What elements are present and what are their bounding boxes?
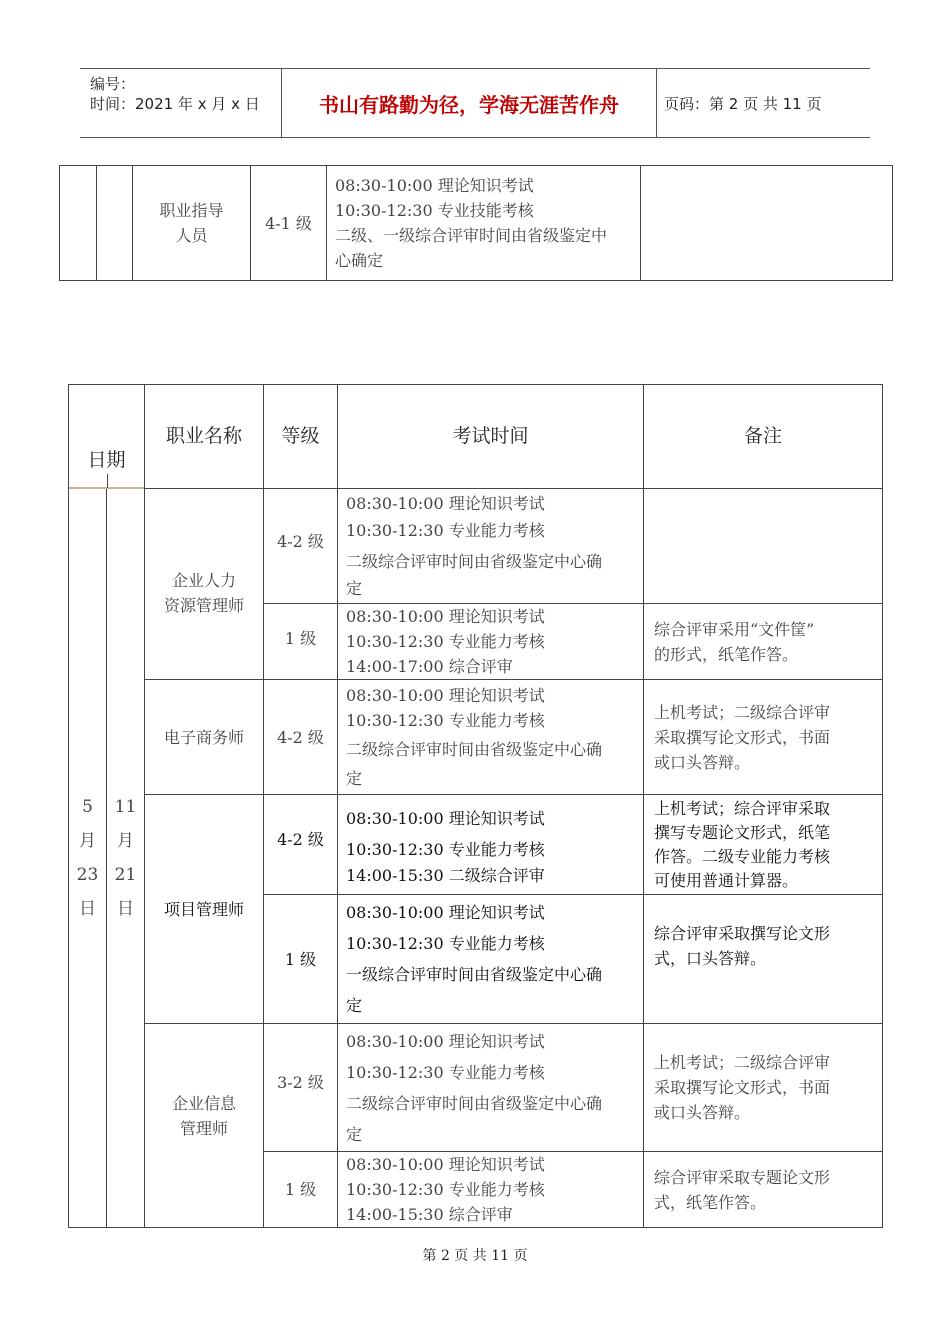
exam-time-line: 定: [346, 579, 363, 598]
note-line: 撰写专题论文形式，纸笔: [654, 822, 831, 842]
occupation-cell: [145, 1024, 264, 1228]
note-cell: [644, 680, 883, 795]
table-row: [69, 489, 883, 604]
column-header-note: 备注: [644, 385, 883, 489]
date-text: 23: [76, 864, 99, 885]
page-footer: 第 2 页 共 11 页: [422, 1248, 528, 1264]
note-line: 式，纸笔作答。: [654, 1192, 767, 1212]
header-meta: [80, 69, 280, 137]
date-text: 21: [114, 865, 137, 885]
exam-time-line: 14:00-15:30 二级综合评审: [346, 865, 545, 885]
level-cell: 1 级: [264, 604, 338, 680]
note-line: 式，口头答辩。: [654, 949, 767, 968]
note-line: 采取撰写论文形式，书面: [654, 1078, 831, 1097]
exam-time-cell: [338, 489, 644, 604]
header-divider-tick: [107, 474, 108, 488]
occupation-cell: [133, 166, 251, 281]
schedule-table-continued: [59, 165, 893, 281]
date-text: 月: [117, 831, 134, 851]
exam-time-cell: [338, 1152, 644, 1228]
table-row: [69, 680, 883, 795]
level-cell: 1 级: [264, 1152, 338, 1228]
note-line: 作答。二级专业能力考核: [654, 846, 831, 866]
occupation-name: 企业人力: [171, 571, 236, 590]
column-header-date: 日期: [87, 448, 126, 471]
page-header: [80, 68, 870, 138]
note-line: 采取撰写论文形式，书面: [654, 727, 831, 747]
level-cell: 1 级: [264, 895, 338, 1024]
table-row: [60, 166, 893, 281]
note-cell: [641, 166, 893, 281]
occupation-name: 管理师: [179, 1118, 228, 1138]
note-line: 上机考试；二级综合评审: [654, 1053, 831, 1072]
exam-time-line: 08:30-10:00 理论知识考试: [346, 1155, 545, 1174]
exam-time-line: 10:30-12:30 专业能力考核: [346, 711, 545, 730]
date-text: 5: [82, 796, 93, 817]
note-line: 综合评审采用“文件筐”: [654, 619, 815, 639]
exam-time-line: 10:30-12:30 专业能力考核: [346, 521, 545, 540]
column-header-occupation: 职业名称: [145, 385, 264, 489]
exam-time-cell: [338, 604, 644, 680]
level-cell: 4-1 级: [251, 166, 327, 281]
level-cell: 4-2 级: [264, 489, 338, 604]
note-line: 综合评审采取撰写论文形: [654, 924, 831, 943]
occupation-name: 企业信息: [171, 1093, 236, 1113]
exam-time-line: 二级综合评审时间由省级鉴定中心确: [346, 740, 603, 759]
exam-time-cell: [338, 1024, 644, 1152]
note-line: 综合评审采取专题论文形: [654, 1167, 831, 1187]
exam-time-line: 08:30-10:00 理论知识考试: [346, 607, 545, 626]
exam-time-line: 14:00-17:00 综合评审: [346, 657, 513, 676]
date-header-cell: [69, 385, 145, 489]
date-cell: [97, 166, 133, 281]
note-line: 上机考试；二级综合评审: [654, 702, 831, 722]
exam-time-line: 10:30-12:30 专业技能考核: [335, 201, 534, 220]
schedule-table: [68, 384, 883, 1228]
occupation-name: 人员: [175, 226, 208, 245]
note-line: 或口头答辩。: [654, 1103, 751, 1122]
exam-time-line: 14:00-15:30 综合评审: [346, 1205, 513, 1224]
date-cell-month-day: [107, 489, 145, 1228]
exam-time-cell: [338, 680, 644, 795]
header-divider: [656, 69, 657, 137]
exam-time-cell: [327, 166, 641, 281]
level-cell: 4-2 级: [264, 795, 338, 895]
date-text: 月: [79, 830, 96, 851]
exam-time-line: 10:30-12:30 专业能力考核: [346, 632, 545, 651]
note-cell: [644, 1152, 883, 1228]
note-cell: [644, 795, 883, 895]
exam-time-line: 二级、一级综合评审时间由省级鉴定中: [335, 226, 608, 245]
doc-time-label: 时间：2021 年 x 月 x 日: [90, 95, 260, 113]
date-cell: [60, 166, 97, 281]
exam-time-line: 08:30-10:00 理论知识考试: [346, 903, 545, 922]
exam-time-line: 08:30-10:00 理论知识考试: [346, 494, 545, 513]
doc-code-label: 编号：: [90, 75, 136, 93]
exam-time-cell: [338, 795, 644, 895]
header-motto: 书山有路勤为径，学海无涯苦作舟: [319, 92, 619, 117]
exam-time-line: 08:30-10:00 理论知识考试: [346, 686, 545, 705]
occupation-name: 职业指导: [159, 201, 224, 220]
exam-time-line: 一级综合评审时间由省级鉴定中心确: [346, 965, 603, 984]
exam-time-cell: [338, 895, 644, 1024]
exam-time-line: 二级综合评审时间由省级鉴定中心确: [346, 552, 603, 571]
date-text: 日: [79, 898, 96, 919]
table-row: [69, 1024, 883, 1152]
level-cell: 4-2 级: [264, 680, 338, 795]
note-line: 的形式，纸笔作答。: [654, 644, 799, 664]
note-line: 可使用普通计算器。: [654, 870, 799, 890]
note-cell: [644, 1024, 883, 1152]
exam-time-line: 定: [346, 769, 363, 788]
note-cell: [644, 604, 883, 680]
occupation-cell: 项目管理师: [145, 795, 264, 1024]
note-line: 上机考试；综合评审采取: [654, 798, 831, 818]
exam-time-line: 二级综合评审时间由省级鉴定中心确: [346, 1093, 603, 1113]
exam-time-line: 10:30-12:30 专业能力考核: [346, 1180, 545, 1199]
table-header-row: [69, 385, 883, 489]
date-text: 日: [117, 899, 134, 919]
exam-time-line: 08:30-10:00 理论知识考试: [335, 176, 534, 195]
exam-time-line: 08:30-10:00 理论知识考试: [346, 808, 545, 828]
level-cell: 3-2 级: [264, 1024, 338, 1152]
column-header-level: 等级: [264, 385, 338, 489]
exam-time-line: 08:30-10:00 理论知识考试: [346, 1031, 545, 1051]
header-page-number: 页码：第 2 页 共 11 页: [664, 94, 822, 113]
date-text: 11: [114, 797, 137, 817]
exam-time-line: 10:30-12:30 专业能力考核: [346, 1062, 545, 1082]
exam-time-line: 10:30-12:30 专业能力考核: [346, 839, 545, 859]
table-row: [69, 795, 883, 895]
note-line: 或口头答辩。: [654, 752, 751, 772]
exam-time-line: 心确定: [335, 251, 384, 270]
exam-time-line: 定: [346, 1124, 363, 1144]
note-cell: [644, 895, 883, 1024]
occupation-name: 资源管理师: [163, 596, 244, 615]
exam-time-line: 10:30-12:30 专业能力考核: [346, 934, 545, 953]
note-cell: [644, 489, 883, 604]
occupation-cell: 电子商务师: [145, 680, 264, 795]
date-cell-month-day: [69, 489, 107, 1228]
occupation-cell: [145, 489, 264, 680]
column-header-time: 考试时间: [338, 385, 644, 489]
exam-time-line: 定: [346, 996, 363, 1015]
